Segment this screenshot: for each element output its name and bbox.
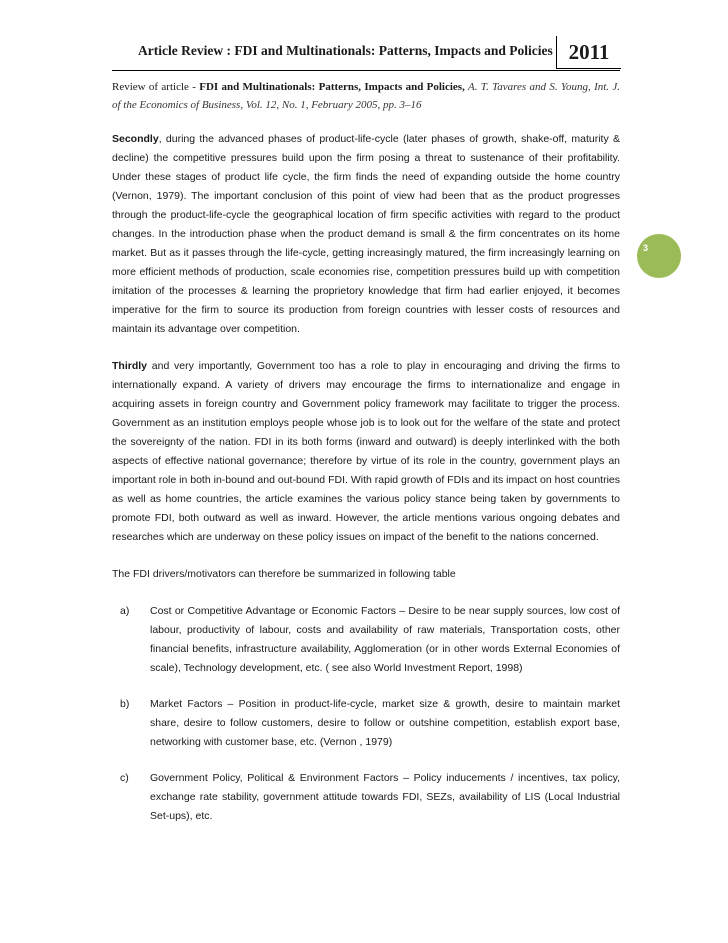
summary-intro: The FDI drivers/motivators can therefore be summarized in following table [112, 568, 456, 580]
list-marker: a) [120, 605, 130, 617]
list-item [112, 695, 620, 752]
paragraph-secondly [112, 130, 620, 339]
paragraph-thirdly [112, 357, 620, 547]
list-item-text: Government Policy, Political & Environment Factors – Policy inducements / incentives, tax policy, exchange rate stability, government attitude towards FDI, SEZs, availability of LIS (Local Industrial Set-ups), etc. [150, 772, 620, 822]
list-item-text: Cost or Competitive Advantage or Economic Factors – Desire to be near supply sources, low cost of labour, productivity of labour, costs and availability of raw materials, Transportation costs, other financial benefits, infrastructure availability, Agglomeration (or in other words External Economies of scale), Technology development, etc. ( see also World Investment Report, 1998) [150, 605, 620, 674]
review-prefix: Review of article - [112, 81, 200, 93]
list-item [112, 769, 620, 826]
review-article-citation: A. T. Tavares and S. Young, Int. J. of the Economics of Business, Vol. 12, No. 1, February 2005, pp. 3–16 [112, 81, 620, 111]
running-header-title: Article Review : FDI and Multinationals: Patterns, Impacts and Policies [138, 43, 553, 58]
paragraph-text: and very importantly, Government too has a role to play in encouraging and driving the firms to internationally expand. A variety of drivers may encourage the firms to internationalize and engage in acquiring assets in foreign country and Government policy framework may facilitate to trigger the process. Government as an institution employs people whose job is to look out for the welfare of the state and protect the sovereignty of the nation. FDI in its both forms (inward and outward) is deeply interlinked with the both aspects of effective national governance; therefore by virtue of its role in the country, government plays an important role in both in-bound and out-bound FDI. With rapid growth of FDIs and its impact on host countries as well as home countries, the article examines the various policy stance being taken by governments to promote FDI, both outward as well as inward. However, the article mentions various ongoing debates and researches which are underway on these policy issues on impact of the benefit to the nations concerned. [112, 360, 620, 543]
list-marker: c) [120, 772, 129, 784]
list-item [112, 602, 620, 678]
review-article-title: FDI and Multinationals: Patterns, Impacts and Policies, [199, 81, 465, 93]
page-number-badge: 3 [637, 234, 681, 278]
drivers-list [112, 602, 620, 826]
paragraph-lead: Thirdly [112, 360, 148, 372]
paragraph-text: , during the advanced phases of product-life-cycle (later phases of growth, shake-off, maturity & decline) the competitive pressures build upon the firm posing a threat to sustenance of their profitability. Under these stages of product life cycle, the firm finds the need of expanding outside the home country (Vernon, 1979). The important conclusion of this point of view had been that as the product progresses through the product-life-cycle the geographical location of firm specific activities with regard to the product changes. In the introduction phase when the product demand is small & the firm concentrates on its home market. But as it passes through the life-cycle, getting increasingly matured, the firm increasingly learning on more efficient methods of production, scale economies rise, competition pressures build up with competition imitation of the processes & learning the proprietory knowledge that firm had earlier enjoyed, it becomes imperative for the firm to source its production from foreign countries with lesser costs of resources and maintain its advantage over competition. [112, 133, 620, 335]
review-citation [112, 78, 620, 114]
list-marker: b) [120, 698, 130, 710]
page-body [112, 78, 620, 843]
header-divider [112, 70, 620, 71]
list-item-text: Market Factors – Position in product-life-cycle, market size & growth, desire to maintain market share, desire to follow customers, desire to follow or outshine competition, establish export base, networking with customer base, etc. (Vernon , 1979) [150, 698, 620, 748]
running-header-year: 2011 [556, 36, 621, 69]
paragraph-lead: Secondly [112, 133, 159, 145]
